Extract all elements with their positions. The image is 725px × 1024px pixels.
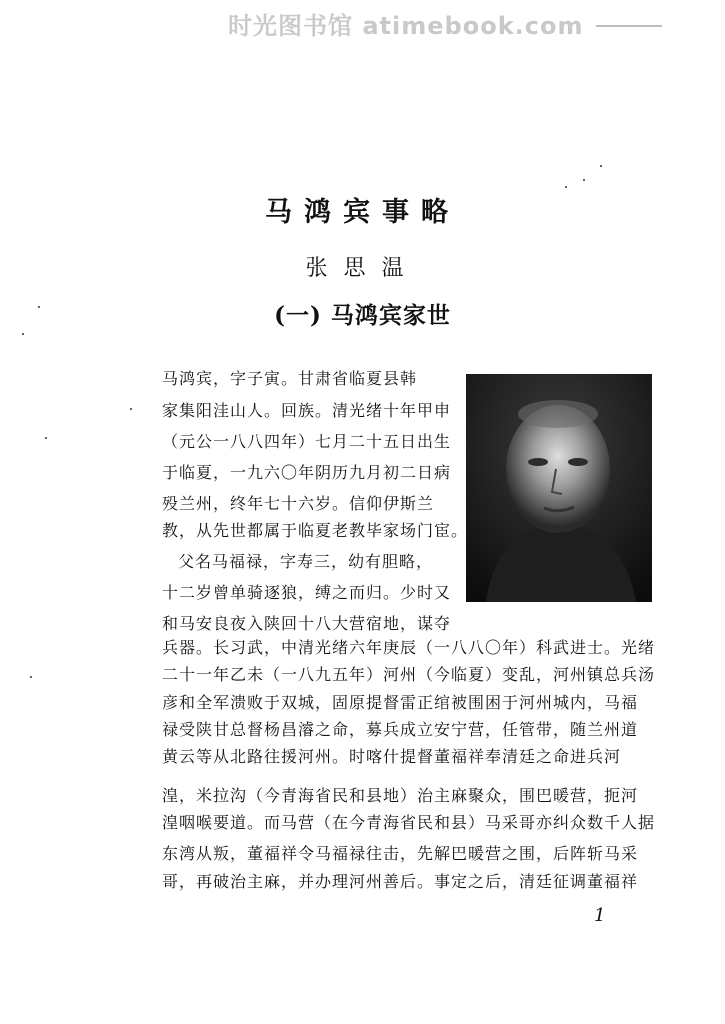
- scan-speck: [583, 179, 585, 181]
- scan-speck: [600, 165, 602, 167]
- text-line-1: 马鸿宾，字子寅。甘肃省临夏县韩: [162, 369, 418, 388]
- text-line-11: 二十一年乙未（一八九五年）河州（今临夏）变乱，河州镇总兵汤: [162, 665, 656, 684]
- text-line-13: 禄受陕甘总督杨昌濬之命，募兵成立安宁营，任管带，随兰州道: [162, 720, 639, 739]
- watermark: [0, 4, 725, 44]
- scan-speck: [130, 408, 132, 410]
- text-line-6: 教，从先世都属于临夏老教毕家场门宦。: [162, 521, 469, 540]
- scan-speck: [38, 306, 40, 308]
- scan-speck: [45, 437, 47, 439]
- article-author: 张思温: [305, 256, 420, 281]
- text-line-17: 东湾从叛，董福祥令马福禄往击，先解巴暖营之围，后阵斩马采: [162, 844, 639, 863]
- portrait-photo: [466, 374, 652, 602]
- page-number: 1: [594, 905, 606, 926]
- watermark-text: 时光图书馆 atimebook.com: [228, 12, 584, 40]
- text-line-14: 黄云等从北路往援河州。时喀什提督董福祥奉清廷之命进兵河: [162, 747, 622, 766]
- text-line-2: 家集阳洼山人。回族。清光绪十年甲申: [162, 401, 452, 420]
- text-line-16: 湟咽喉要道。而马营（在今青海省民和县）马采哥亦纠众数千人据: [162, 813, 656, 832]
- scan-speck: [22, 333, 24, 335]
- article-title: 马鸿宾事略: [265, 197, 460, 228]
- section-heading: (一) 马鸿宾家世: [274, 302, 451, 329]
- text-line-3: （元公一八八四年）七月二十五日出生: [162, 432, 452, 451]
- text-line-8: 十二岁曾单骑逐狼，缚之而归。少时又: [162, 583, 452, 602]
- text-line-5: 殁兰州，终年七十六岁。信仰伊斯兰: [162, 494, 435, 513]
- text-line-4: 于临夏，一九六〇年阴历九月初二日病: [162, 463, 452, 482]
- text-line-18: 哥，再破治主麻，并办理河州善后。事定之后，清廷征调董福祥: [162, 872, 639, 891]
- scan-speck: [565, 186, 567, 188]
- text-line-9: 和马安良夜入陕回十八大营宿地，谋夺: [162, 614, 452, 633]
- text-line-12: 彦和全军溃败于双城，固原提督雷正绾被围困于河州城内，马福: [162, 693, 639, 712]
- scan-speck: [30, 676, 32, 678]
- portrait-image: [466, 374, 652, 602]
- text-line-7: 父名马福禄，字寿三，幼有胆略，: [178, 552, 434, 571]
- text-line-15: 湟，米拉沟（今青海省民和县地）治主麻聚众，围巴暖营，扼河: [162, 786, 639, 805]
- text-line-10: 兵器。长习武，中清光绪六年庚辰（一八八〇年）科武进士。光绪: [162, 638, 656, 657]
- watermark-line: [596, 25, 662, 27]
